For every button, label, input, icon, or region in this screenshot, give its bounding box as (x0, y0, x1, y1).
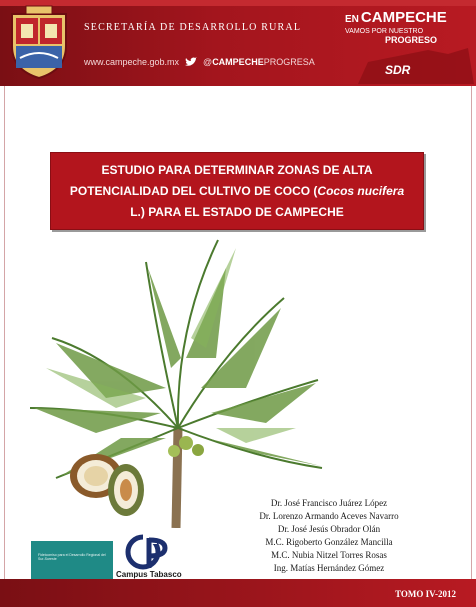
header-banner (0, 0, 476, 86)
frame-right (471, 86, 472, 579)
campeche-crest-icon (8, 4, 70, 80)
document-title (70, 160, 404, 223)
author-2: Dr. Lorenzo Armando Aceves Navarro (259, 511, 399, 521)
secretaria-label: SECRETARÍA DE DESARROLLO RURAL (84, 22, 302, 33)
footer-bar (0, 579, 476, 607)
slogan-progreso: PROGRESO (385, 35, 438, 45)
title-scientific-name: Cocos nucifera (317, 183, 405, 198)
website-link[interactable]: www.campeche.gob.mx (84, 57, 180, 67)
coconut-palm-illustration (26, 238, 326, 528)
authors-list (236, 497, 422, 575)
slogan-campeche: CAMPECHE (360, 9, 447, 26)
tomo-label: TOMO IV-2012 (395, 589, 456, 599)
handle-rest: PROGRESA (263, 57, 315, 67)
fideicomiso-text: Fideicomiso para el Desarrollo Regional del Sur-Sureste (38, 553, 106, 561)
frame-left (4, 86, 5, 579)
sdr-label: SDR (385, 63, 411, 77)
author-4: M.C. Rigoberto González Mancilla (265, 537, 393, 547)
handle-bold: CAMPECHE (212, 57, 264, 67)
author-6: Ing. Matías Hernández Gómez (273, 563, 385, 573)
author-3: Dr. José Jesús Obrador Olán (277, 524, 381, 534)
twitter-bird-icon (185, 57, 197, 67)
author-1: Dr. José Francisco Juárez López (270, 498, 388, 508)
campus-tabasco-label: Campus Tabasco (116, 570, 182, 579)
social-handle[interactable] (203, 57, 315, 67)
title-line-2: POTENCIALIDAD DEL CULTIVO DE COCO ( (69, 183, 318, 198)
colegio-postgraduados-logo-icon (125, 532, 171, 570)
handle-prefix: @ (203, 57, 213, 67)
header-stripe (0, 0, 476, 6)
title-line-3: L.) PARA EL ESTADO DE CAMPECHE (130, 204, 344, 219)
slogan-block (345, 10, 465, 45)
slogan-vamos: VAMOS POR NUESTRO (345, 28, 424, 35)
web-contact-line (84, 57, 315, 67)
title-line-1: ESTUDIO PARA DETERMINAR ZONAS DE ALTA (101, 162, 373, 177)
title-box (50, 152, 424, 230)
author-5: M.C. Nubia Nitzel Torres Rosas (271, 550, 387, 560)
slogan-en: EN (345, 14, 359, 25)
